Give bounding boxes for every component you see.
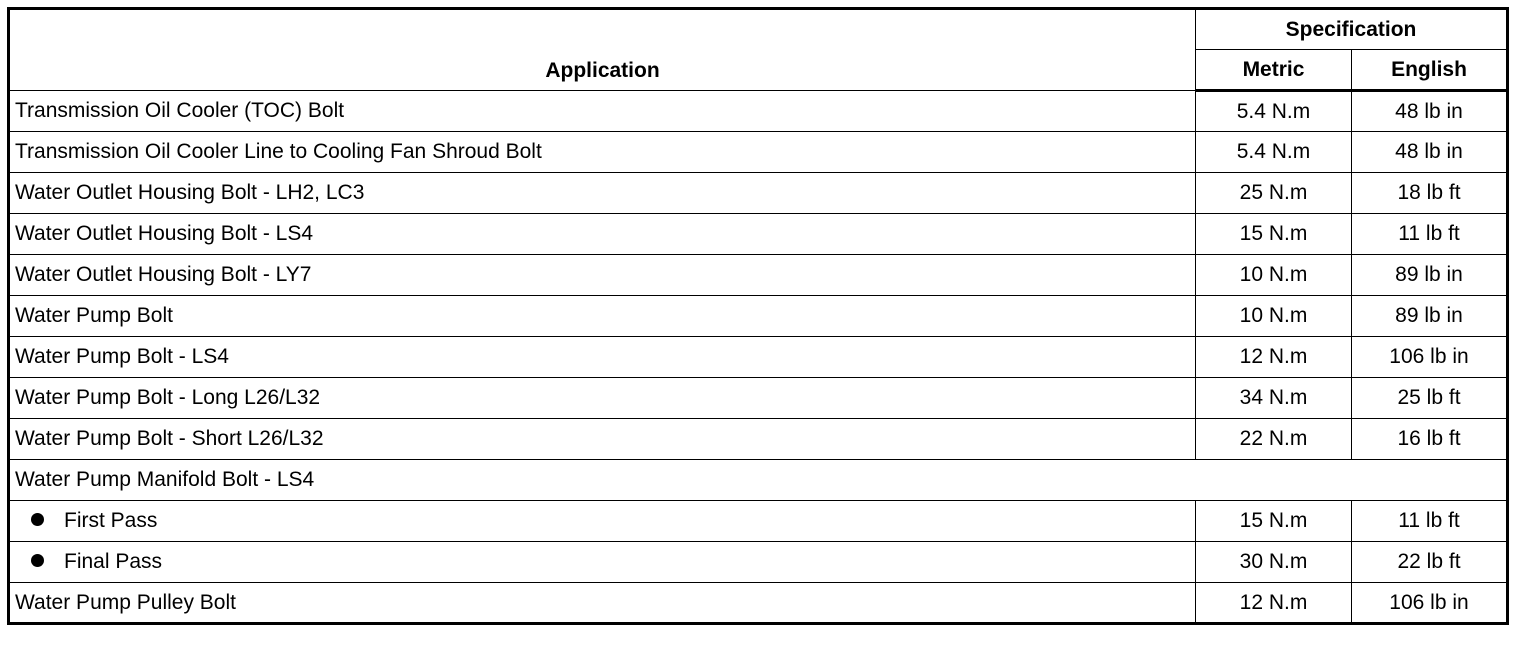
application-cell: Water Outlet Housing Bolt - LS4 — [9, 214, 1196, 255]
table-row — [9, 296, 1508, 337]
application-cell: Water Outlet Housing Bolt - LY7 — [9, 255, 1196, 296]
metric-cell: 34 N.m — [1196, 378, 1352, 419]
application-cell: Water Pump Bolt - Long L26/L32 — [9, 378, 1196, 419]
subitem-label: First Pass — [64, 509, 158, 532]
table-row — [9, 255, 1508, 296]
metric-cell: 12 N.m — [1196, 337, 1352, 378]
table-row — [9, 378, 1508, 419]
application-cell: Water Outlet Housing Bolt - LH2, LC3 — [9, 173, 1196, 214]
table-row — [9, 132, 1508, 173]
table-row — [9, 337, 1508, 378]
english-cell: 89 lb in — [1352, 255, 1508, 296]
table-row — [9, 419, 1508, 460]
english-cell: 11 lb ft — [1352, 214, 1508, 255]
english-cell: 106 lb in — [1352, 583, 1508, 624]
english-header: English — [1352, 50, 1508, 91]
metric-cell: 30 N.m — [1196, 542, 1352, 583]
english-cell: 11 lb ft — [1352, 501, 1508, 542]
metric-cell: 10 N.m — [1196, 255, 1352, 296]
specification-header: Specification — [1196, 9, 1508, 50]
english-cell: 22 lb ft — [1352, 542, 1508, 583]
application-cell: Transmission Oil Cooler Line to Cooling Fan Shroud Bolt — [9, 132, 1196, 173]
metric-cell: 5.4 N.m — [1196, 91, 1352, 132]
table-row — [9, 501, 1508, 542]
table-header-row — [9, 9, 1508, 50]
application-group-cell: Water Pump Manifold Bolt - LS4 — [9, 460, 1508, 501]
metric-cell: 10 N.m — [1196, 296, 1352, 337]
application-cell: Transmission Oil Cooler (TOC) Bolt — [9, 91, 1196, 132]
english-cell: 16 lb ft — [1352, 419, 1508, 460]
table-row — [9, 173, 1508, 214]
table-row — [9, 542, 1508, 583]
table-row — [9, 583, 1508, 624]
application-cell: Water Pump Bolt - LS4 — [9, 337, 1196, 378]
subitem-label: Final Pass — [64, 550, 163, 573]
table-group-row — [9, 460, 1508, 501]
application-subitem-cell — [9, 501, 1196, 542]
metric-header: Metric — [1196, 50, 1352, 91]
torque-spec-table — [7, 7, 1509, 625]
metric-cell: 12 N.m — [1196, 583, 1352, 624]
english-cell: 48 lb in — [1352, 132, 1508, 173]
english-cell: 48 lb in — [1352, 91, 1508, 132]
application-cell: Water Pump Bolt — [9, 296, 1196, 337]
application-subitem-cell — [9, 542, 1196, 583]
metric-cell: 15 N.m — [1196, 214, 1352, 255]
bullet-icon — [31, 513, 44, 526]
english-cell: 25 lb ft — [1352, 378, 1508, 419]
metric-cell: 22 N.m — [1196, 419, 1352, 460]
application-header: Application — [9, 9, 1196, 91]
application-cell: Water Pump Pulley Bolt — [9, 583, 1196, 624]
metric-cell: 25 N.m — [1196, 173, 1352, 214]
table-row — [9, 91, 1508, 132]
english-cell: 89 lb in — [1352, 296, 1508, 337]
english-cell: 18 lb ft — [1352, 173, 1508, 214]
table-row — [9, 214, 1508, 255]
english-cell: 106 lb in — [1352, 337, 1508, 378]
application-cell: Water Pump Bolt - Short L26/L32 — [9, 419, 1196, 460]
metric-cell: 5.4 N.m — [1196, 132, 1352, 173]
metric-cell: 15 N.m — [1196, 501, 1352, 542]
bullet-icon — [31, 554, 44, 567]
